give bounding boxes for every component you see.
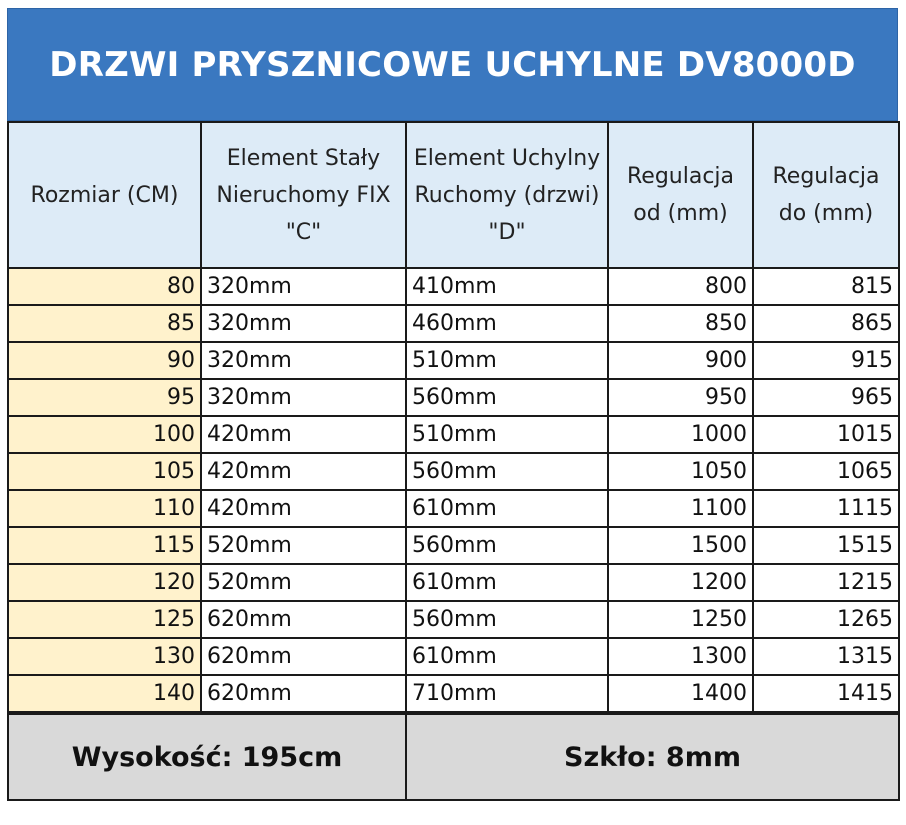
cell-size: 100 bbox=[8, 416, 201, 453]
cell-regulation-from: 1100 bbox=[608, 490, 753, 527]
cell-regulation-to: 1515 bbox=[753, 527, 899, 564]
header-regulation-from: Regulacja od (mm) bbox=[608, 122, 753, 268]
cell-door-element: 610mm bbox=[406, 638, 608, 675]
cell-size: 140 bbox=[8, 675, 201, 712]
spec-table bbox=[7, 121, 900, 713]
table-row bbox=[8, 379, 899, 416]
cell-regulation-to: 1265 bbox=[753, 601, 899, 638]
cell-door-element: 560mm bbox=[406, 453, 608, 490]
cell-fixed-element: 320mm bbox=[201, 379, 406, 416]
cell-regulation-to: 1215 bbox=[753, 564, 899, 601]
header-regulation-to: Regulacja do (mm) bbox=[753, 122, 899, 268]
cell-door-element: 560mm bbox=[406, 527, 608, 564]
cell-fixed-element: 420mm bbox=[201, 416, 406, 453]
cell-size: 125 bbox=[8, 601, 201, 638]
cell-size: 95 bbox=[8, 379, 201, 416]
cell-fixed-element: 520mm bbox=[201, 564, 406, 601]
cell-door-element: 710mm bbox=[406, 675, 608, 712]
cell-size: 80 bbox=[8, 268, 201, 305]
cell-regulation-from: 1400 bbox=[608, 675, 753, 712]
cell-regulation-from: 1050 bbox=[608, 453, 753, 490]
table-row bbox=[8, 416, 899, 453]
cell-regulation-from: 850 bbox=[608, 305, 753, 342]
cell-door-element: 560mm bbox=[406, 601, 608, 638]
cell-regulation-from: 800 bbox=[608, 268, 753, 305]
table-row bbox=[8, 564, 899, 601]
cell-size: 130 bbox=[8, 638, 201, 675]
cell-size: 85 bbox=[8, 305, 201, 342]
cell-regulation-to: 915 bbox=[753, 342, 899, 379]
cell-fixed-element: 620mm bbox=[201, 675, 406, 712]
footer-height: Wysokość: 195cm bbox=[8, 714, 406, 800]
cell-door-element: 610mm bbox=[406, 564, 608, 601]
table-row bbox=[8, 305, 899, 342]
cell-door-element: 510mm bbox=[406, 416, 608, 453]
cell-size: 115 bbox=[8, 527, 201, 564]
cell-regulation-to: 1315 bbox=[753, 638, 899, 675]
cell-fixed-element: 620mm bbox=[201, 601, 406, 638]
cell-size: 110 bbox=[8, 490, 201, 527]
cell-fixed-element: 620mm bbox=[201, 638, 406, 675]
cell-door-element: 460mm bbox=[406, 305, 608, 342]
header-door-element: Element Uchylny Ruchomy (drzwi) "D" bbox=[406, 122, 608, 268]
cell-regulation-from: 1300 bbox=[608, 638, 753, 675]
table-row bbox=[8, 638, 899, 675]
cell-door-element: 510mm bbox=[406, 342, 608, 379]
cell-fixed-element: 320mm bbox=[201, 342, 406, 379]
cell-regulation-to: 865 bbox=[753, 305, 899, 342]
footer-glass: Szkło: 8mm bbox=[406, 714, 899, 800]
cell-regulation-to: 1415 bbox=[753, 675, 899, 712]
cell-fixed-element: 320mm bbox=[201, 268, 406, 305]
table-row bbox=[8, 268, 899, 305]
header-row bbox=[8, 122, 899, 268]
cell-regulation-to: 1065 bbox=[753, 453, 899, 490]
cell-fixed-element: 420mm bbox=[201, 490, 406, 527]
page-title: DRZWI PRYSZNICOWE UCHYLNE DV8000D bbox=[7, 8, 898, 121]
spec-sheet bbox=[7, 8, 898, 801]
cell-regulation-from: 1200 bbox=[608, 564, 753, 601]
cell-regulation-from: 900 bbox=[608, 342, 753, 379]
cell-regulation-from: 1000 bbox=[608, 416, 753, 453]
cell-regulation-from: 950 bbox=[608, 379, 753, 416]
cell-regulation-from: 1250 bbox=[608, 601, 753, 638]
cell-size: 120 bbox=[8, 564, 201, 601]
table-row bbox=[8, 453, 899, 490]
cell-regulation-to: 815 bbox=[753, 268, 899, 305]
header-fixed-element: Element Stały Nieruchomy FIX "C" bbox=[201, 122, 406, 268]
table-row bbox=[8, 490, 899, 527]
table-row bbox=[8, 675, 899, 712]
cell-regulation-to: 1015 bbox=[753, 416, 899, 453]
cell-size: 90 bbox=[8, 342, 201, 379]
cell-door-element: 560mm bbox=[406, 379, 608, 416]
cell-regulation-to: 965 bbox=[753, 379, 899, 416]
table-row bbox=[8, 342, 899, 379]
cell-fixed-element: 420mm bbox=[201, 453, 406, 490]
cell-size: 105 bbox=[8, 453, 201, 490]
cell-regulation-to: 1115 bbox=[753, 490, 899, 527]
footer-table bbox=[7, 713, 900, 801]
table-row bbox=[8, 527, 899, 564]
cell-fixed-element: 320mm bbox=[201, 305, 406, 342]
cell-door-element: 410mm bbox=[406, 268, 608, 305]
cell-fixed-element: 520mm bbox=[201, 527, 406, 564]
cell-door-element: 610mm bbox=[406, 490, 608, 527]
cell-regulation-from: 1500 bbox=[608, 527, 753, 564]
header-size: Rozmiar (CM) bbox=[8, 122, 201, 268]
table-row bbox=[8, 601, 899, 638]
